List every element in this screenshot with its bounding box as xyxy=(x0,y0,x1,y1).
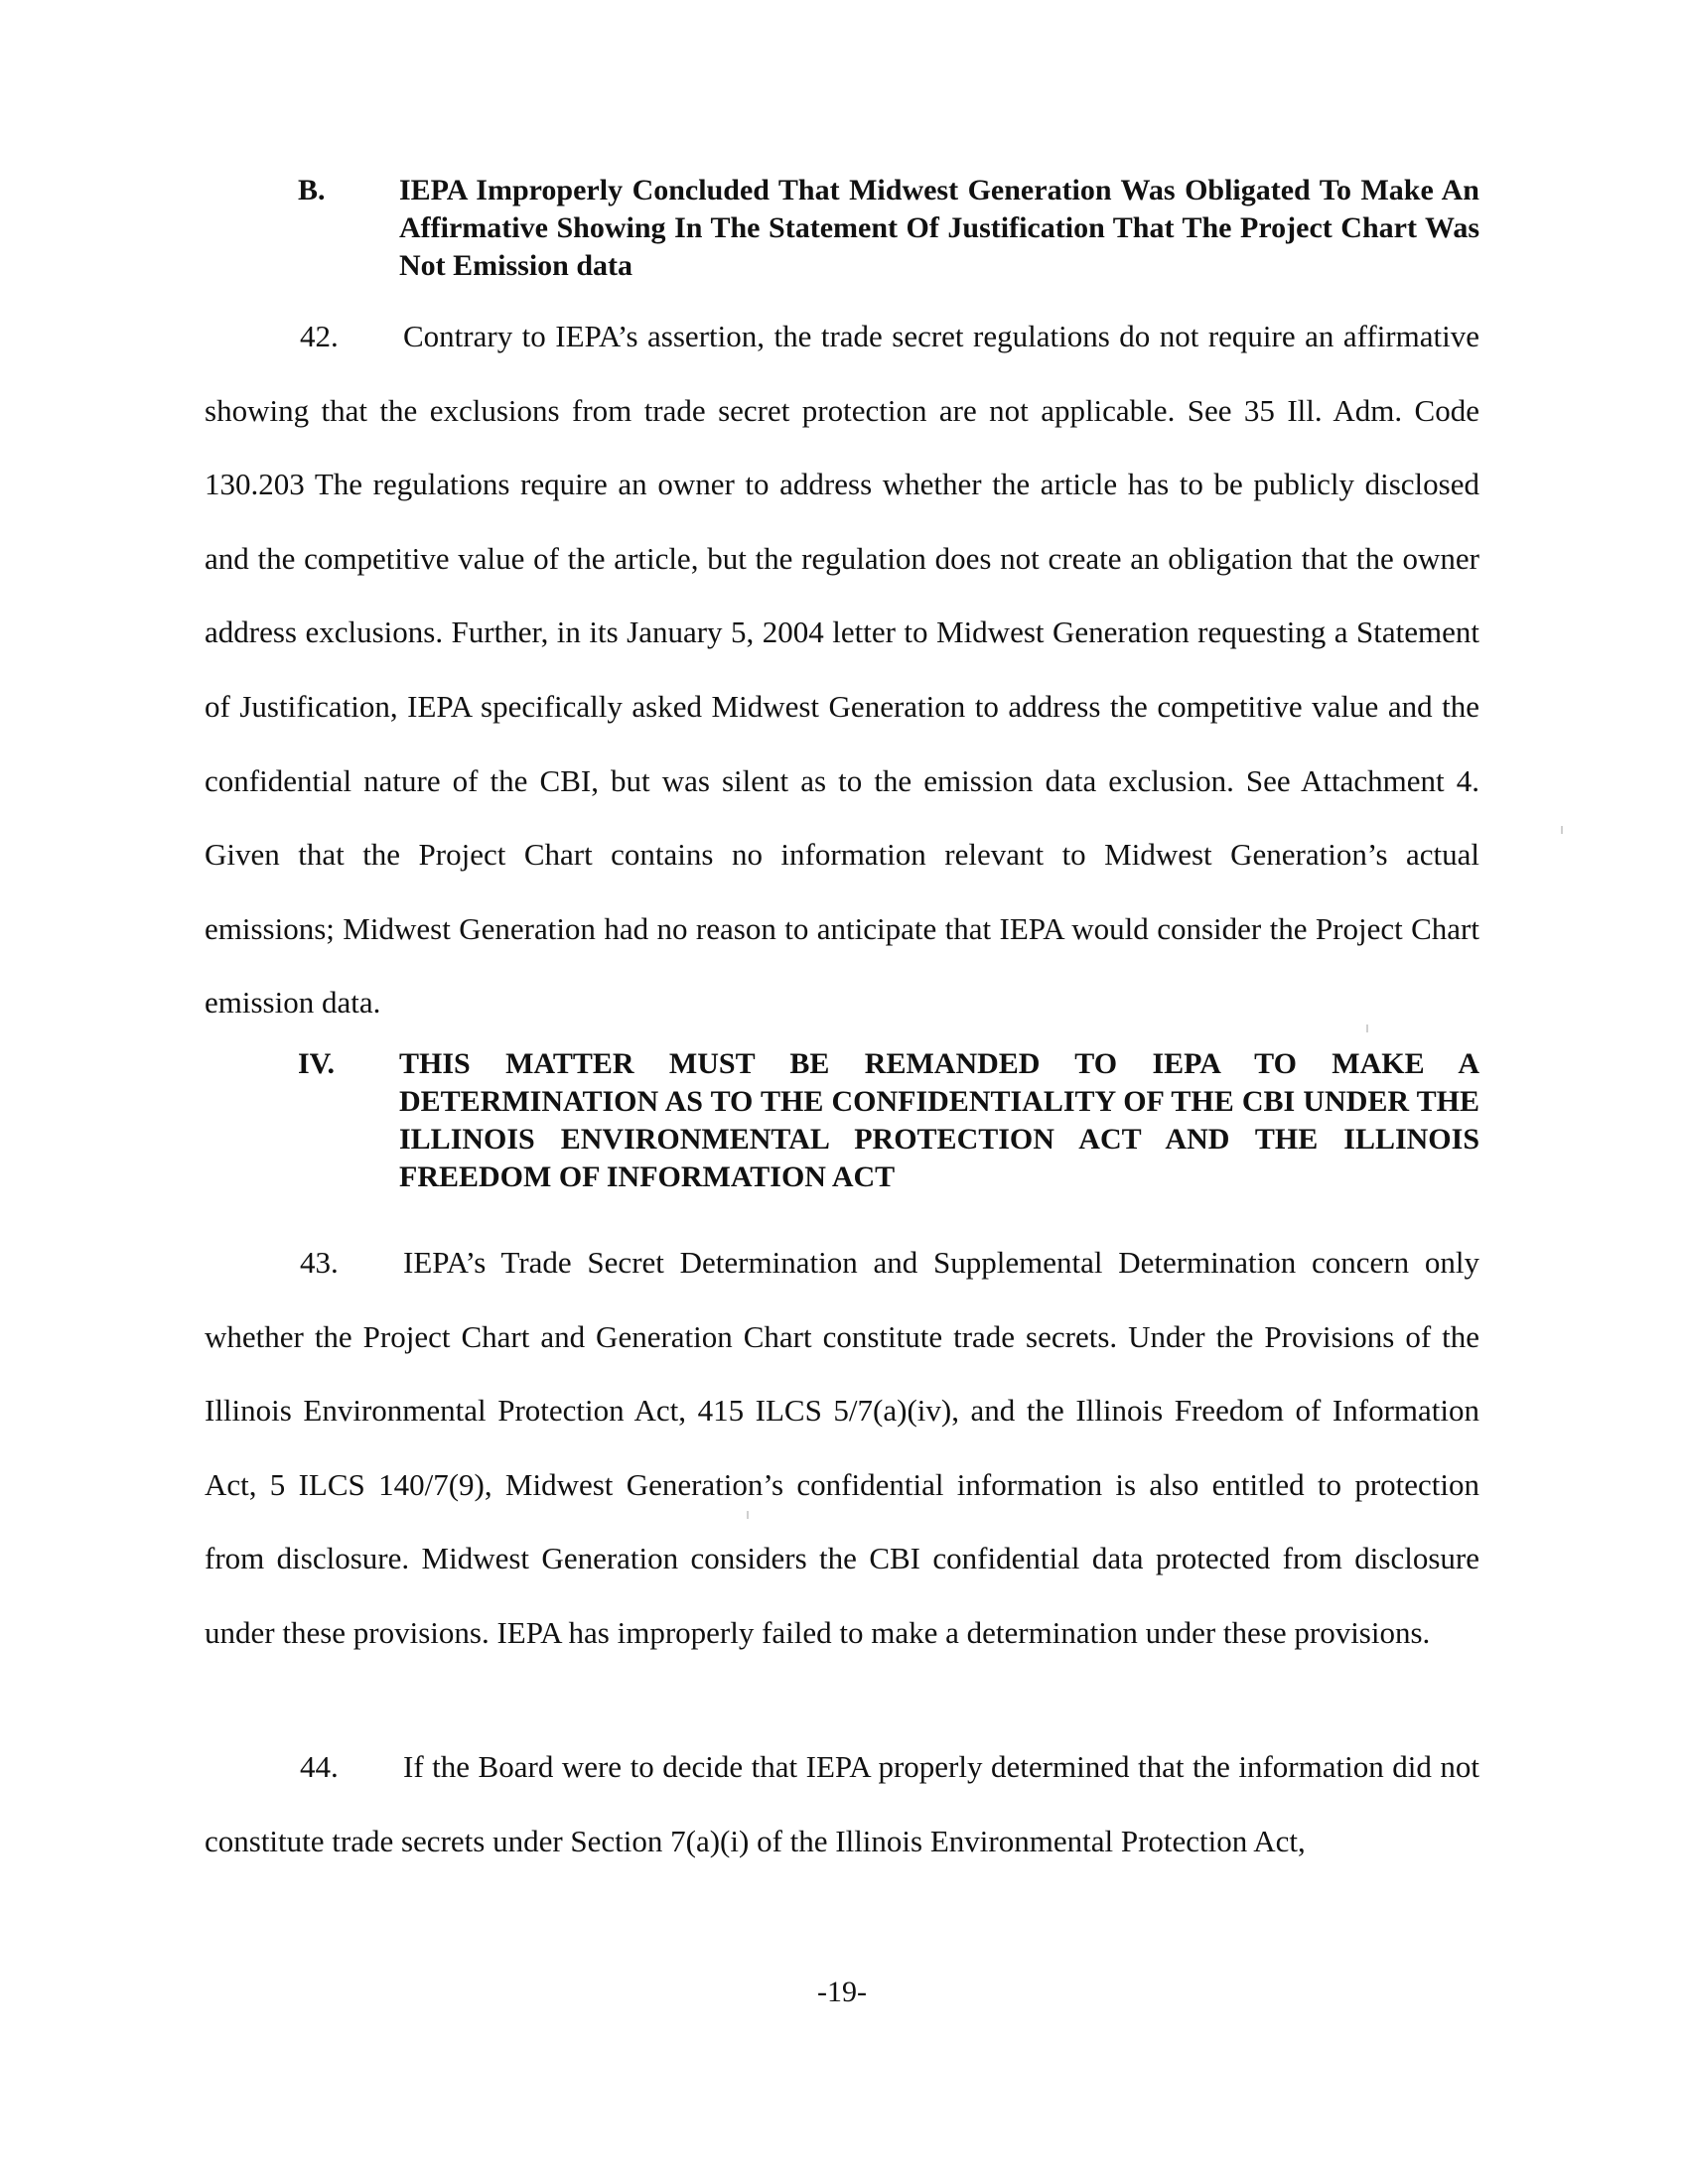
scan-speck xyxy=(1561,826,1563,834)
paragraph-42 xyxy=(205,300,1479,1040)
section-b-heading xyxy=(298,172,1479,285)
paragraph-43-number: 43. xyxy=(300,1245,339,1280)
paragraph-43 xyxy=(205,1226,1479,1671)
scan-speck xyxy=(747,1511,749,1519)
section-iv-title: THIS MATTER MUST BE REMANDED TO IEPA TO MAKE A DETERMINATION AS TO THE CONFIDENTIALITY OF THE CBI UNDER THE ILLINOIS ENVIRONMENTAL PROTECTION ACT AND THE ILLINOIS FREEDOM OF INFORMATION ACT xyxy=(399,1047,1479,1193)
section-iv-heading xyxy=(298,1045,1479,1196)
scan-speck xyxy=(1366,1024,1368,1032)
paragraph-44-text: If the Board were to decide that IEPA properly determined that the information did not constitute trade secrets under Section 7(a)(i) of the Illinois Environmental Protection Act, xyxy=(205,1749,1479,1858)
section-iv-number: IV. xyxy=(298,1047,335,1080)
paragraph-42-text: Contrary to IEPA’s assertion, the trade secret regulations do not require an affirmative showing that the exclusions from trade secret protection are not applicable. See 35 Ill. Adm. Code 130.203 The regulations require an owner to address whether the article has to be publicly disclosed and the competitive value of the article, but the regulation does not create an obligation that the owner address exclusions. Further, in its January 5, 2004 letter to Midwest Generation requesting a Statement of Justification, IEPA specifically asked Midwest Generation to address the competitive value and the confidential nature of the CBI, but was silent as to the emission data exclusion. See Attachment 4. Given that the Project Chart contains no information relevant to Midwest Generation’s actual emissions; Midwest Generation had no reason to anticipate that IEPA would consider the Project Chart emission data. xyxy=(205,319,1479,1021)
section-b-number: B. xyxy=(298,174,326,206)
paragraph-44 xyxy=(205,1730,1479,1878)
paragraph-42-number: 42. xyxy=(300,319,339,353)
section-b-title: IEPA Improperly Concluded That Midwest Generation Was Obligated To Make An Affirmative Showing In The Statement Of Justification That The Project Chart Was Not Emission data xyxy=(399,174,1479,282)
page-number: -19- xyxy=(817,1976,867,2008)
paragraph-44-number: 44. xyxy=(300,1749,339,1784)
paragraph-43-text: IEPA’s Trade Secret Determination and Supplemental Determination concern only whether the Project Chart and Generation Chart constitute trade secrets. Under the Provisions of the Illinois Environmental Protection Act, 415 ILCS 5/7(a)(iv), and the Illinois Freedom of Information Act, 5 ILCS 140/7(9), Midwest Generation’s confidential information is also entitled to protection from disclosure. Midwest Generation considers the CBI confidential data protected from disclosure under these provisions. IEPA has improperly failed to make a determination under these provisions. xyxy=(205,1245,1479,1650)
